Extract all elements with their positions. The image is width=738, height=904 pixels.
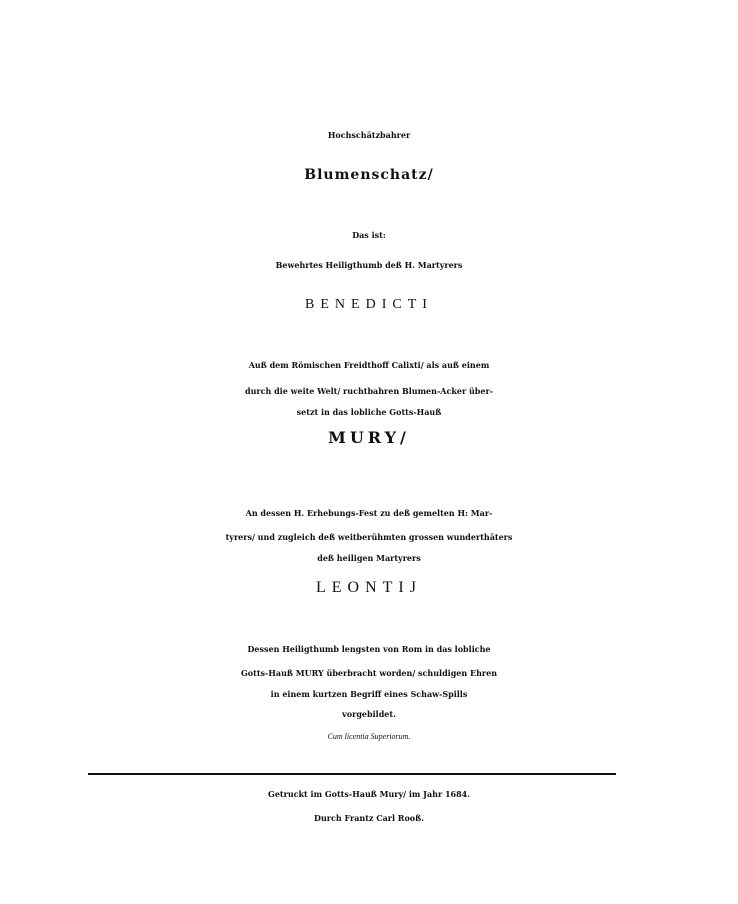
main-title: Blumenschatz/ bbox=[304, 167, 434, 183]
imprint-line: Durch Frantz Carl Rooß. bbox=[314, 813, 424, 823]
das-ist-line: Das ist: bbox=[352, 230, 386, 240]
subtitle-line: Bewehrtes Heiligthumb deß H. Martyrers bbox=[275, 260, 463, 270]
body-line: Dessen Heiligthumb lengsten von Rom in das lobliche bbox=[247, 644, 491, 654]
body-line: Auß dem Römischen Freidthoff Calixti/ als auß einem bbox=[248, 360, 490, 370]
license-line: Cum licentia Superiorum. bbox=[327, 732, 411, 741]
body-line: tyrers/ und zugleich deß weitberühmten grossen wunderthäters bbox=[225, 532, 513, 542]
body-line: setzt in das lobliche Gotts-Hauß bbox=[296, 407, 442, 417]
imprint-line: Getruckt im Gotts-Hauß Mury/ im Jahr 1684. bbox=[267, 789, 470, 799]
heading-line: Hochschätzbahrer bbox=[327, 130, 411, 140]
name-leontij: LEONTIJ bbox=[316, 579, 422, 596]
body-line: vorgebildet. bbox=[342, 709, 396, 719]
body-line: durch die weite Welt/ ruchtbahren Blumen-Acker über- bbox=[244, 386, 494, 396]
body-line: deß heiligen Martyrers bbox=[317, 553, 421, 563]
body-line: Gotts-Hauß MURY überbracht worden/ schuldigen Ehren bbox=[240, 668, 498, 678]
body-line: An dessen H. Erhebungs-Fest zu deß gemelten H: Mar- bbox=[245, 508, 493, 518]
name-benedicti: BENEDICTI bbox=[305, 297, 433, 312]
place-name-mury: MURY/ bbox=[328, 428, 410, 447]
body-line: in einem kurtzen Begriff eines Schaw-Spills bbox=[270, 689, 468, 699]
divider-rule bbox=[88, 773, 616, 775]
